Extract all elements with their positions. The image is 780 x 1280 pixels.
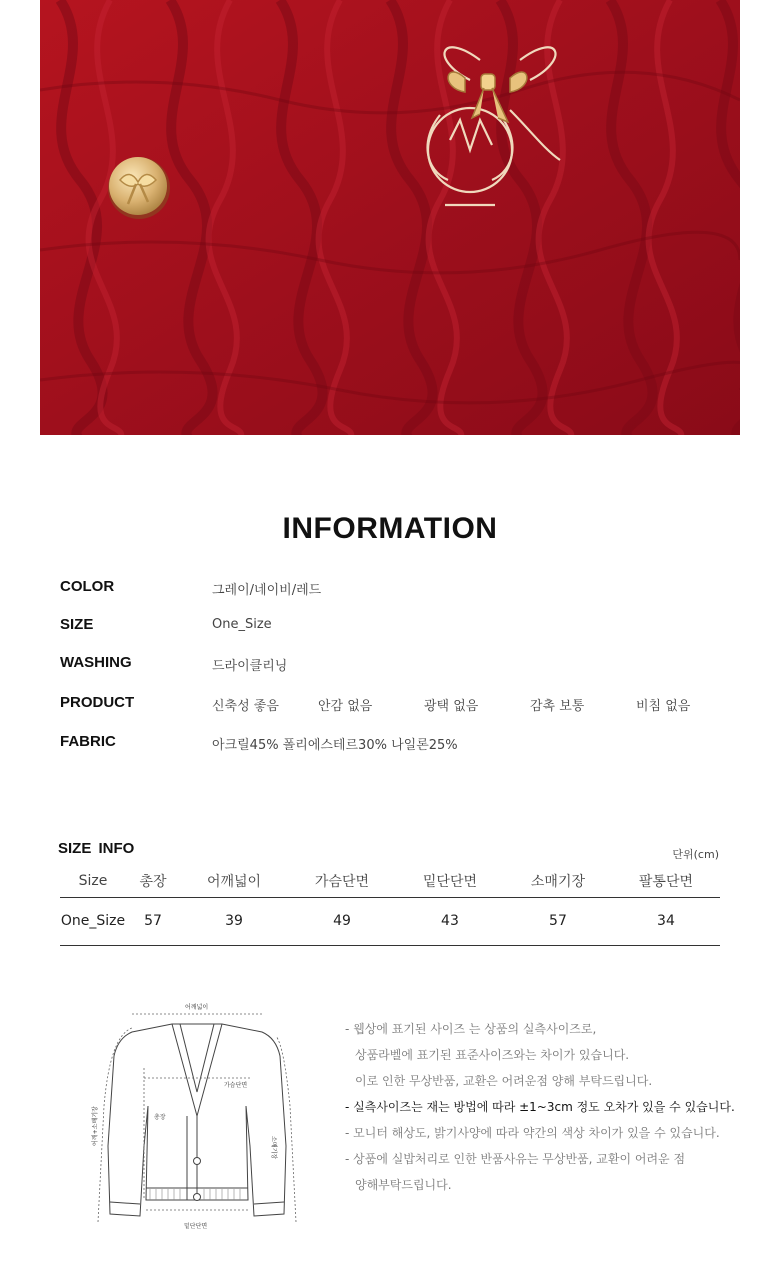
table-cell: One_Size bbox=[60, 897, 126, 945]
note-line: 양해부탁드립니다. bbox=[355, 1178, 452, 1192]
measurement-diagram bbox=[80, 996, 320, 1236]
color-label: COLOR bbox=[60, 578, 115, 595]
product-item: 안감 없음 bbox=[318, 699, 373, 714]
size-table bbox=[60, 866, 720, 946]
info-row-color bbox=[60, 578, 740, 602]
info-row-fabric bbox=[60, 733, 740, 757]
note-line: - 모니터 해상도, 밝기사양에 따라 약간의 색상 차이가 있을 수 있습니다. bbox=[345, 1126, 720, 1140]
fabric-value: 아크릴45% 폴리에스테르30% 나일론25% bbox=[212, 738, 458, 753]
note-line: 상품라벨에 표기된 표준사이즈와는 차이가 있습니다. bbox=[355, 1048, 630, 1062]
table-header: Size bbox=[60, 866, 126, 897]
table-cell: 49 bbox=[288, 897, 396, 945]
table-header: 가슴단면 bbox=[288, 866, 396, 897]
fabric-label: FABRIC bbox=[60, 733, 116, 750]
unit-label: 단위(cm) bbox=[672, 848, 719, 861]
table-header: 팔통단면 bbox=[612, 866, 720, 897]
table-cell: 57 bbox=[504, 897, 612, 945]
size-notes bbox=[345, 1016, 745, 1198]
product-item: 신축성 좋음 bbox=[212, 699, 279, 714]
note-line-emphasis: - 실측사이즈는 재는 방법에 따라 ±1~3cm 정도 오차가 있을 수 있습니다. bbox=[345, 1100, 735, 1114]
table-cell: 34 bbox=[612, 897, 720, 945]
shoulder-label: 어깨넓이 bbox=[185, 1004, 209, 1011]
product-photo bbox=[40, 0, 740, 435]
table-header-row bbox=[60, 866, 720, 897]
note-line: - 상품에 실밥처리로 인한 반품사유는 무상반품, 교환이 어려운 점 bbox=[345, 1152, 686, 1166]
table-header: 어깨넓이 bbox=[180, 866, 288, 897]
table-header: 총장 bbox=[126, 866, 180, 897]
size-label: SIZE bbox=[60, 616, 94, 633]
note-line: 이로 인한 무상반품, 교환은 어려운점 양해 부탁드립니다. bbox=[355, 1074, 653, 1088]
cardigan-sketch bbox=[80, 996, 320, 1236]
knit-texture-image bbox=[40, 0, 740, 435]
table-header: 밑단단면 bbox=[396, 866, 504, 897]
washing-value: 드라이클리닝 bbox=[212, 659, 288, 674]
info-row-product bbox=[60, 694, 740, 718]
table-header: 소매기장 bbox=[504, 866, 612, 897]
gold-bow-button-icon bbox=[108, 157, 170, 219]
note-line: - 웹상에 표기된 사이즈 는 상품의 실측사이즈로, bbox=[345, 1022, 597, 1036]
hem-label: 밑단단면 bbox=[184, 1223, 208, 1230]
chest-label: 가슴단면 bbox=[224, 1082, 248, 1089]
product-label: PRODUCT bbox=[60, 694, 135, 711]
armhole-label: 어깨+소매기장 bbox=[92, 1106, 99, 1146]
table-cell: 57 bbox=[126, 897, 180, 945]
info-row-washing bbox=[60, 654, 740, 678]
product-item: 광택 없음 bbox=[424, 699, 479, 714]
size-info-title: SIZE INFO bbox=[58, 840, 135, 857]
color-value: 그레이/네이비/레드 bbox=[212, 583, 322, 598]
washing-label: WASHING bbox=[60, 654, 132, 671]
information-title: INFORMATION bbox=[282, 512, 498, 545]
table-cell: 43 bbox=[396, 897, 504, 945]
product-item: 비침 없음 bbox=[636, 699, 691, 714]
length-label: 총장 bbox=[154, 1114, 166, 1121]
size-value: One_Size bbox=[212, 617, 272, 632]
sleeve-label: 소매기장 bbox=[270, 1136, 277, 1160]
info-row-size bbox=[60, 616, 740, 640]
table-cell: 39 bbox=[180, 897, 288, 945]
table-row bbox=[60, 897, 720, 945]
product-item: 감촉 보통 bbox=[530, 699, 585, 714]
